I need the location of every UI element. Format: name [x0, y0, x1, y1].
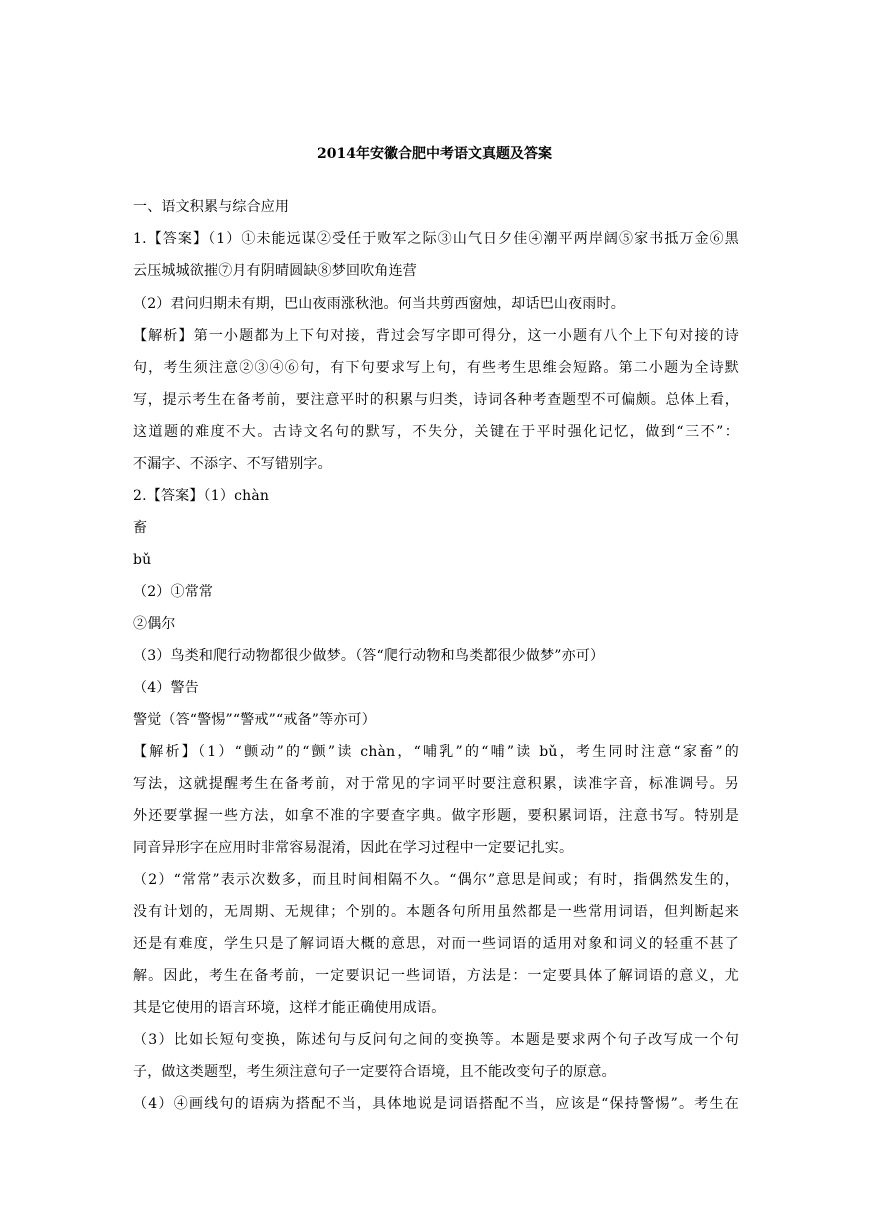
text-line: ②偶尔 — [133, 616, 176, 632]
text-line: （4）警告 — [133, 680, 199, 696]
text-line: 云压城城欲摧⑦月有阴晴圆缺⑧梦回吹角连营 — [133, 263, 417, 279]
text-line: 外还要掌握一些方法，如拿不准的字要查字典。做字形题，要积累词语，注意书写。特别是 — [133, 808, 739, 824]
text-line: 2.【答案】（1）chàn — [133, 488, 270, 504]
text-line: 子，做这类题型，考生须注意句子一定要符合语境，且不能改变句子的原意。 — [133, 1064, 616, 1080]
text-line: （2）①常常 — [133, 584, 214, 600]
text-line: （2）“常常”表示次数多，而且时间相隔不久。“偶尔”意思是间或；有时，指偶然发生的， — [133, 872, 739, 888]
text-line: （3）比如长短句变换，陈述句与反问句之间的变换等。本题是要求两个句子改写成一个句 — [133, 1032, 739, 1048]
text-line: 【解析】（1）“颤动”的“颤”读 chàn，“哺乳”的“哺”读 bǔ，考生同时注意“家畜”的 — [133, 744, 739, 760]
text-line: （2）君问归期未有期，巴山夜雨涨秋池。何当共剪西窗烛，却话巴山夜雨时。 — [133, 296, 625, 312]
text-line: bǔ — [133, 552, 152, 568]
text-line: 句，考生须注意②③④⑥句，有下句要求写上句，有些考生思维会短路。第二小题为全诗默 — [133, 360, 739, 376]
text-line: 同音异形字在应用时非常容易混淆，因此在学习过程中一定要记扎实。 — [133, 840, 574, 856]
text-line: （4）④画线句的语病为搭配不当，具体地说是词语搭配不当，应该是“保持警惕”。考生在 — [133, 1096, 739, 1112]
text-line: 这道题的难度不大。古诗文名句的默写，不失分，关键在于平时强化记忆，做到“三不”： — [133, 424, 739, 440]
document-title: 2014年安徽合肥中考语文真题及答案 — [317, 146, 552, 162]
text-line: 畜 — [133, 520, 148, 536]
text-line: 写，提示考生在备考前，要注意平时的积累与归类，诗词各种考查题型不可偏颇。总体上看， — [133, 392, 739, 408]
text-line: 警觉（答“警惕”“警戒”“戒备”等亦可） — [133, 712, 376, 728]
text-line: （3）鸟类和爬行动物都很少做梦。（答“爬行动物和鸟类都很少做梦”亦可） — [133, 648, 605, 664]
text-line: 其是它使用的语言环境，这样才能正确使用成语。 — [133, 1000, 446, 1016]
section-heading: 一、语文积累与综合应用 — [133, 199, 290, 215]
text-line: 1.【答案】（1）①未能远谋②受任于败军之际③山气日夕佳④潮平两岸阔⑤家书抵万金⑥黑 — [133, 231, 739, 247]
text-line: 不漏字、不添字、不写错别字。 — [133, 456, 332, 472]
text-line: 还是有难度，学生只是了解词语大概的意思，对而一些词语的适用对象和词义的轻重不甚了 — [133, 936, 739, 952]
text-line: 【解析】第一小题都为上下句对接，背过会写字即可得分，这一小题有八个上下句对接的诗 — [133, 328, 739, 344]
text-line: 解。因此，考生在备考前，一定要识记一些词语，方法是：一定要具体了解词语的意义，尤 — [133, 968, 739, 984]
text-line: 写法，这就提醒考生在备考前，对于常见的字词平时要注意积累，读准字音，标准调号。另 — [133, 776, 739, 792]
text-line: 没有计划的，无周期、无规律；个别的。本题各句所用虽然都是一些常用词语，但判断起来 — [133, 904, 739, 920]
